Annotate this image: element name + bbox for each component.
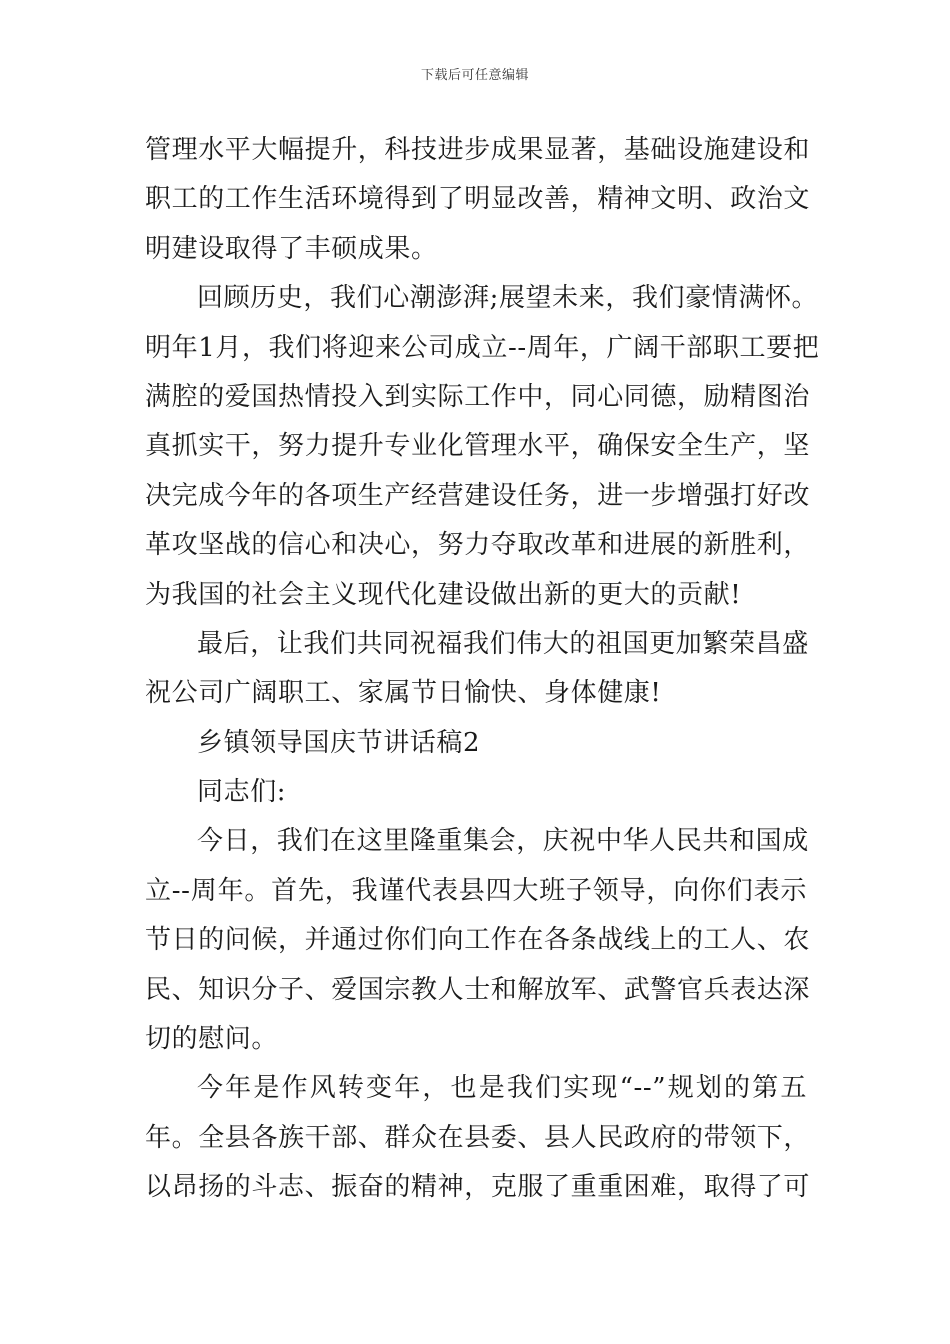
text-line: 立--周年。首先，我谨代表县四大班子领导，向你们表示 bbox=[145, 875, 807, 906]
section-title: 乡镇领导国庆节讲话稿2 bbox=[197, 727, 481, 758]
text-line: 真抓实干，努力提升专业化管理水平，确保安全生产，坚 bbox=[145, 431, 811, 462]
text-line: 革攻坚战的信心和决心，努力夺取改革和进展的新胜利， bbox=[145, 530, 811, 561]
document-body bbox=[145, 126, 820, 1213]
text-line: 明年1月，我们将迎来公司成立--周年，广阔干部职工要把 bbox=[145, 332, 820, 363]
text-line: 回顾历史，我们心潮澎湃;展望未来，我们豪情满怀。 bbox=[197, 283, 819, 314]
text-line: 年。全县各族干部、群众在县委、县人民政府的带领下， bbox=[145, 1122, 811, 1153]
text-line: 职工的工作生活环境得到了明显改善，精神文明、政治文 bbox=[145, 184, 811, 215]
text-line: 决完成今年的各项生产经营建设任务，进一步增强打好改 bbox=[145, 480, 811, 511]
text-line: 以昂扬的斗志、振奋的精神，克服了重重困难，取得了可 bbox=[145, 1172, 811, 1203]
salutation: 同志们: bbox=[197, 777, 287, 808]
page-header-note: 下载后可任意编辑 bbox=[420, 68, 529, 83]
text-line: 今日，我们在这里隆重集会，庆祝中华人民共和国成 bbox=[197, 826, 809, 857]
text-line: 为我国的社会主义现代化建设做出新的更大的贡献! bbox=[145, 579, 742, 610]
text-line: 满腔的爱国热情投入到实际工作中，同心同德，励精图治 bbox=[145, 381, 811, 412]
text-line: 祝公司广阔职工、家属节日愉快、身体健康! bbox=[145, 678, 662, 709]
text-line: 明建设取得了丰硕成果。 bbox=[145, 233, 438, 264]
text-line: 切的慰问。 bbox=[145, 1024, 279, 1055]
text-line: 今年是作风转变年，也是我们实现“--”规划的第五 bbox=[197, 1073, 807, 1104]
text-line: 民、知识分子、爱国宗教人士和解放军、武警官兵表达深 bbox=[145, 974, 811, 1005]
text-line: 节日的问候，并通过你们向工作在各条战线上的工人、农 bbox=[145, 925, 811, 956]
text-line: 最后，让我们共同祝福我们伟大的祖国更加繁荣昌盛 bbox=[197, 628, 809, 659]
text-line: 管理水平大幅提升，科技进步成果显著，基础设施建设和 bbox=[145, 135, 811, 165]
